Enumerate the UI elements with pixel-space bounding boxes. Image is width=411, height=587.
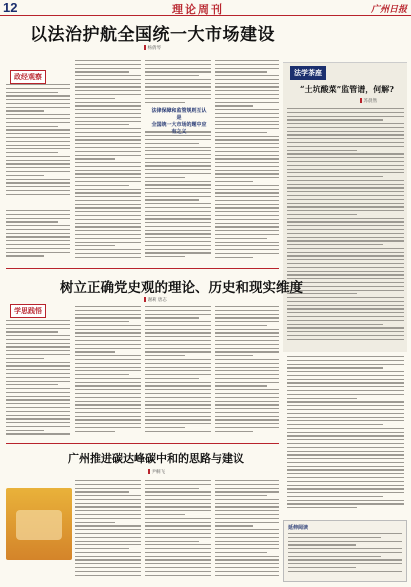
article2-column-4 bbox=[215, 306, 279, 438]
sidebar-tag: 法学茶座 bbox=[290, 66, 326, 80]
article2-tag: 学思践悟 bbox=[10, 304, 46, 318]
sidebar-body-2 bbox=[287, 356, 404, 514]
article1-byline: 杨倩琴 bbox=[144, 45, 161, 51]
article3-illustration bbox=[6, 488, 72, 560]
article3-headline: 广州推进碳达峰碳中和的思路与建议 bbox=[68, 452, 244, 465]
article3-column-2 bbox=[145, 480, 211, 582]
sidebar-title: “土坑酸菜”监管谱，何解? bbox=[300, 84, 394, 94]
sidebar-byline: 苏晨然 bbox=[360, 98, 377, 104]
newspaper-logo: 广州日报 bbox=[370, 5, 407, 15]
masthead bbox=[0, 0, 411, 16]
article1-column-1 bbox=[6, 84, 70, 200]
footnote-body bbox=[288, 533, 402, 577]
sidebar-body bbox=[287, 108, 404, 346]
article2-column-3 bbox=[145, 306, 211, 438]
article2-divider bbox=[6, 268, 279, 269]
article1-pull-quote: 法律保障和监管规则互认是 全国统一大市场的题中应有之义 bbox=[151, 108, 207, 135]
article1-column-1b bbox=[6, 210, 70, 262]
article3-divider bbox=[6, 443, 279, 444]
article1-headline: 以法治护航全国统一大市场建设 bbox=[30, 25, 275, 45]
article3-column-3 bbox=[215, 480, 279, 582]
article1-column-4 bbox=[215, 60, 279, 264]
article1-column-2 bbox=[75, 60, 141, 264]
article3-byline: 尹桐飞 bbox=[148, 469, 165, 475]
article2-headline: 树立正确党史观的理论、历史和现实维度 bbox=[60, 280, 303, 296]
footnote-title: 延伸阅读 bbox=[288, 525, 309, 531]
section-title: 理论周刊 bbox=[172, 3, 224, 16]
article2-column-1 bbox=[6, 320, 70, 438]
article3-column-1 bbox=[75, 480, 141, 582]
article2-byline: 谢莉 唐志 bbox=[144, 297, 167, 303]
article1-tag: 政经观察 bbox=[10, 70, 46, 84]
page-number: 12 bbox=[3, 0, 18, 15]
article1-column-3 bbox=[145, 60, 211, 264]
article2-column-2 bbox=[75, 306, 141, 438]
